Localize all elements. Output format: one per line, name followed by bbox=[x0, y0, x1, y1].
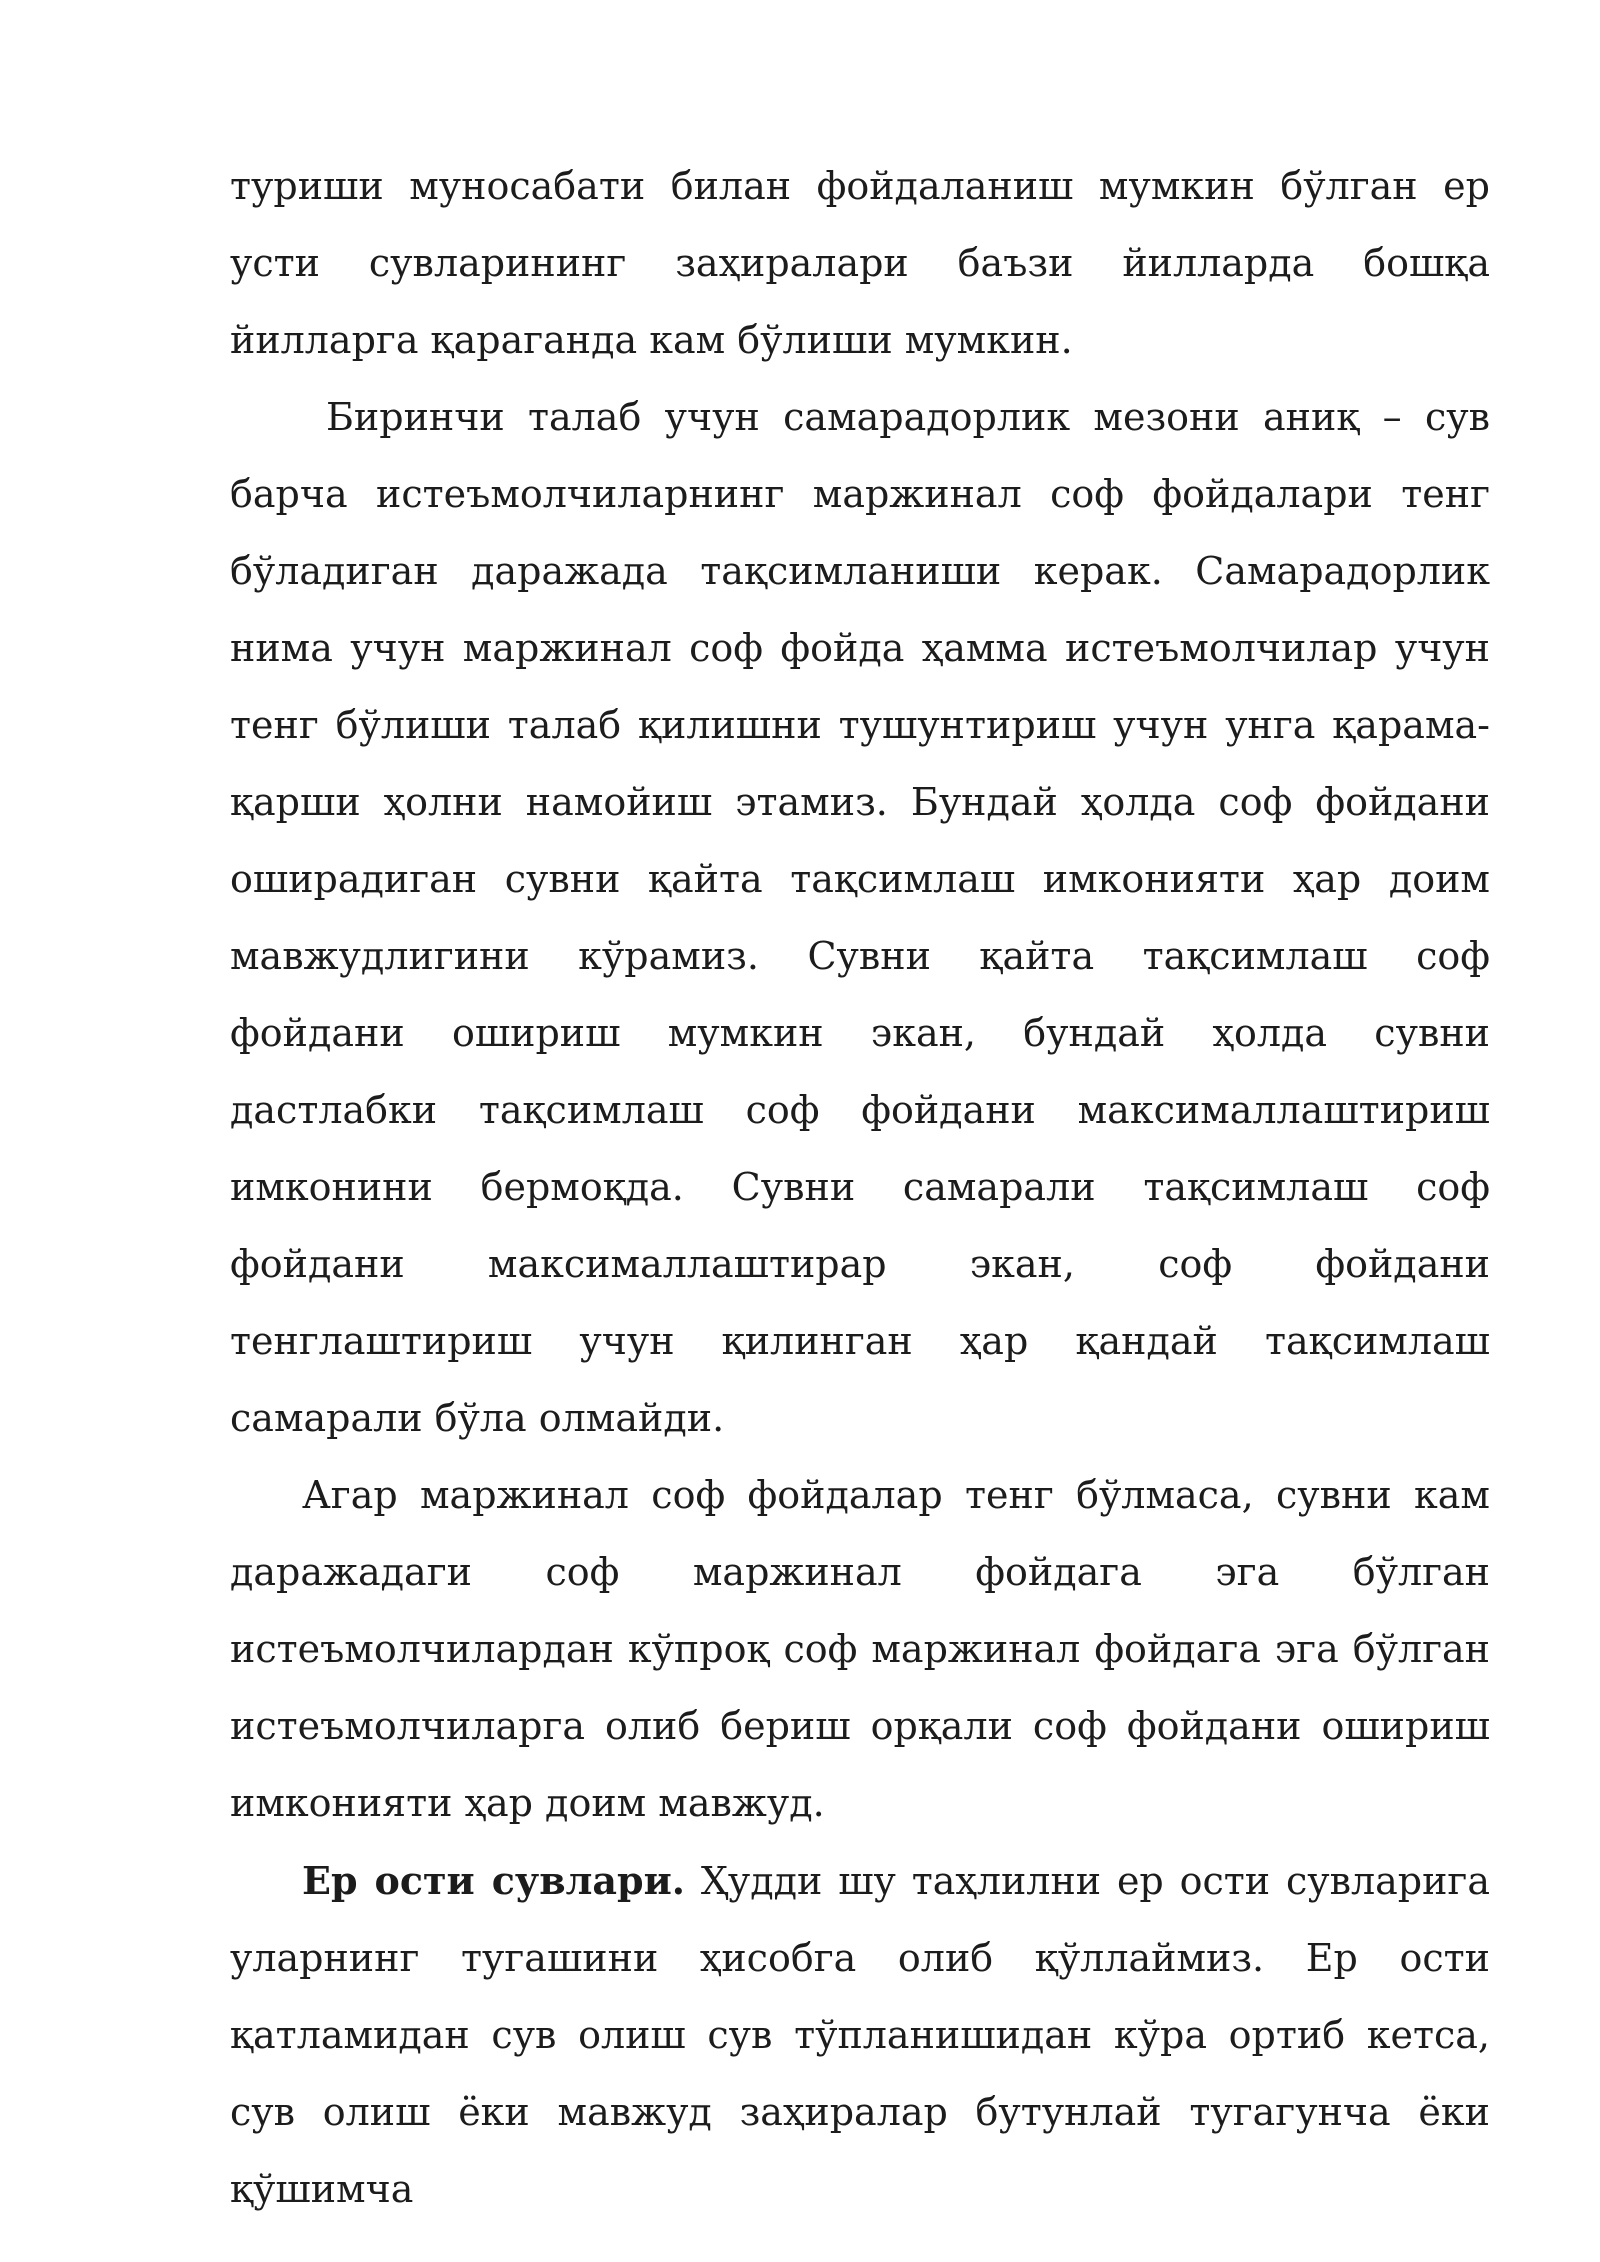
paragraph-marginal-benefits bbox=[230, 1457, 1490, 1842]
document-body bbox=[230, 148, 1490, 2228]
paragraph-groundwater bbox=[230, 1842, 1490, 2228]
paragraph-text: Агар маржинал соф фойдалар тенг бўлмаса, сувни кам даражадаги соф маржинал фойдага эга бўлган истеъмолчилардан кўпроқ соф маржинал фойдага эга бўлган истеъмолчиларга олиб бериш орқали соф фойдани ошириш имконияти ҳар доим мавжуд. bbox=[230, 1473, 1490, 1825]
paragraph-text: туриши муносабати билан фойдаланиш мумкин бўлган ер усти сувларининг заҳиралари баъзи йилларда бошқа йилларга қараганда кам бўлиши мумкин. bbox=[230, 164, 1490, 362]
paragraph-continuation bbox=[230, 148, 1490, 379]
paragraph-efficiency-criterion bbox=[230, 379, 1490, 1457]
section-heading: Ер ости сувлари. bbox=[302, 1858, 685, 1903]
paragraph-text: Биринчи талаб учун самарадорлик мезони аниқ – сув барча истеъмолчиларнинг маржинал соф фойдалари тенг бўладиган даражада тақсимланиши керак. Самарадорлик нима учун маржинал соф фойда ҳамма истеъмолчилар учун тенг бўлиши талаб қилишни тушунтириш учун унга қарама-қарши ҳолни намойиш этамиз. Бундай ҳолда соф фойдани оширадиган сувни қайта тақсимлаш имконияти ҳар доим мавжудлигини кўрамиз. Сувни қайта тақсимлаш соф фойдани ошириш мумкин экан, бундай ҳолда сувни дастлабки тақсимлаш соф фойдани максималлаштириш имконини бермоқда. Сувни самарали тақсимлаш соф фойдани максималлаштирар экан, соф фойдани тенглаштириш учун қилинган ҳар қандай тақсимлаш самарали бўла олмайди. bbox=[230, 395, 1490, 1440]
paragraph-text: Ҳудди шу таҳлилни ер ости сувларига уларнинг тугашини ҳисобга олиб қўллаймиз. Ер ости қатламидан сув олиш сув тўпланишидан кўра ортиб кетса, сув олиш ёки мавжуд заҳиралар бутунлай тугагунча ёки қўшимча bbox=[230, 1859, 1490, 2211]
